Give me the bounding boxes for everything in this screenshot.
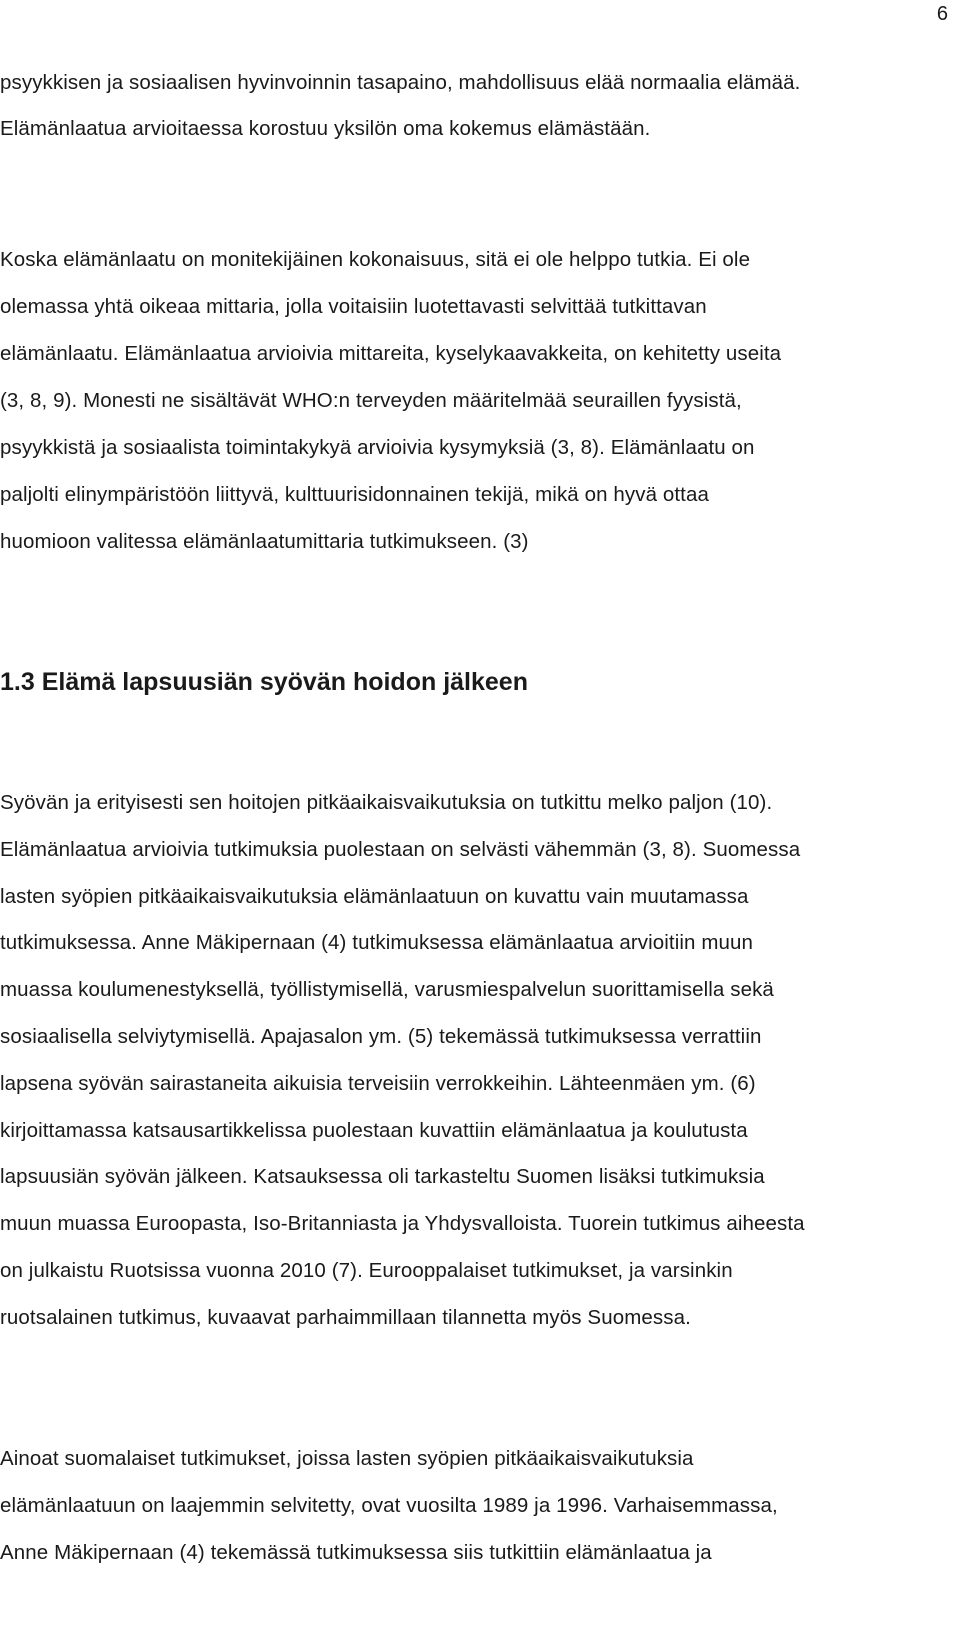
- text-line: on julkaistu Ruotsissa vuonna 2010 (7). Eurooppalaiset tutkimukset, ja varsinkin: [0, 1258, 733, 1282]
- paragraph-4: [0, 1436, 950, 1576]
- text-line: Elämänlaatua arvioitaessa korostuu yksilön oma kokemus elämästään.: [0, 117, 651, 140]
- text-line: lapsena syövän sairastaneita aikuisia terveisiin verrokkeihin. Lähteenmäen ym. (6): [0, 1071, 756, 1095]
- text-line: Anne Mäkipernaan (4) tekemässä tutkimuksessa siis tutkittiin elämänlaatua ja: [0, 1540, 712, 1564]
- paragraph-1: [0, 60, 950, 152]
- text-line: olemassa yhtä oikeaa mittaria, jolla voitaisiin luotettavasti selvittää tutkittavan: [0, 295, 707, 318]
- text-line: elämänlaatu. Elämänlaatua arvioivia mittareita, kyselykaavakkeita, on kehitetty useita: [0, 342, 782, 365]
- text-line: psyykkistä ja sosiaalista toimintakykyä arvioivia kysymyksiä (3, 8). Elämänlaatu on: [0, 436, 755, 459]
- text-line: Syövän ja erityisesti sen hoitojen pitkäaikaisvaikutuksia on tutkittu melko paljon (10).: [0, 791, 773, 814]
- text-line: elämänlaatuun on laajemmin selvitetty, ovat vuosilta 1989 ja 1996. Varhaisemmassa,: [0, 1493, 778, 1517]
- text-line: Koska elämänlaatu on monitekijäinen kokonaisuus, sitä ei ole helppo tutkia. Ei ole: [0, 248, 751, 271]
- text-line: sosiaalisella selviytymisellä. Apajasalon ym. (5) tekemässä tutkimuksessa verrattiin: [0, 1024, 762, 1048]
- paragraph-2: [0, 236, 950, 565]
- text-line: psyykkisen ja sosiaalisen hyvinvoinnin tasapaino, mahdollisuus elää normaalia elämää.: [0, 71, 801, 94]
- text-line: paljolti elinympäristöön liittyvä, kulttuurisidonnainen tekijä, mikä on hyvä ottaa: [0, 483, 709, 506]
- text-line: lapsuusiän syövän jälkeen. Katsauksessa oli tarkasteltu Suomen lisäksi tutkimuksia: [0, 1165, 765, 1189]
- text-line: muun muassa Euroopasta, Iso-Britanniasta ja Yhdysvalloista. Tuorein tutkimus aiheesta: [0, 1212, 805, 1236]
- text-line: Ainoat suomalaiset tutkimukset, joissa lasten syöpien pitkäaikaisvaikutuksia: [0, 1447, 694, 1470]
- page-number: 6: [936, 3, 948, 25]
- text-line: kirjoittamassa katsausartikkelissa puolestaan kuvattiin elämänlaatua ja koulutusta: [0, 1118, 748, 1142]
- text-line: huomioon valitessa elämänlaatumittaria tutkimukseen. (3): [0, 530, 529, 553]
- text-line: lasten syöpien pitkäaikaisvaikutuksia elämänlaatuun on kuvattu vain muutamassa: [0, 884, 749, 908]
- section-heading: 1.3 Elämä lapsuusiän syövän hoidon jälkeen: [0, 668, 528, 696]
- text-line: (3, 8, 9). Monesti ne sisältävät WHO:n terveyden määritelmää seuraillen fyysistä,: [0, 389, 742, 412]
- text-line: tutkimuksessa. Anne Mäkipernaan (4) tutkimuksessa elämänlaatua arvioitiin muun: [0, 931, 753, 955]
- paragraph-3: [0, 780, 950, 1342]
- text-line: ruotsalainen tutkimus, kuvaavat parhaimmillaan tilannetta myös Suomessa.: [0, 1305, 691, 1329]
- text-line: Elämänlaatua arvioivia tutkimuksia puolestaan on selvästi vähemmän (3, 8). Suomessa: [0, 837, 801, 861]
- text-line: muassa koulumenestyksellä, työllistymisellä, varusmiespalvelun suorittamisella sekä: [0, 978, 774, 1002]
